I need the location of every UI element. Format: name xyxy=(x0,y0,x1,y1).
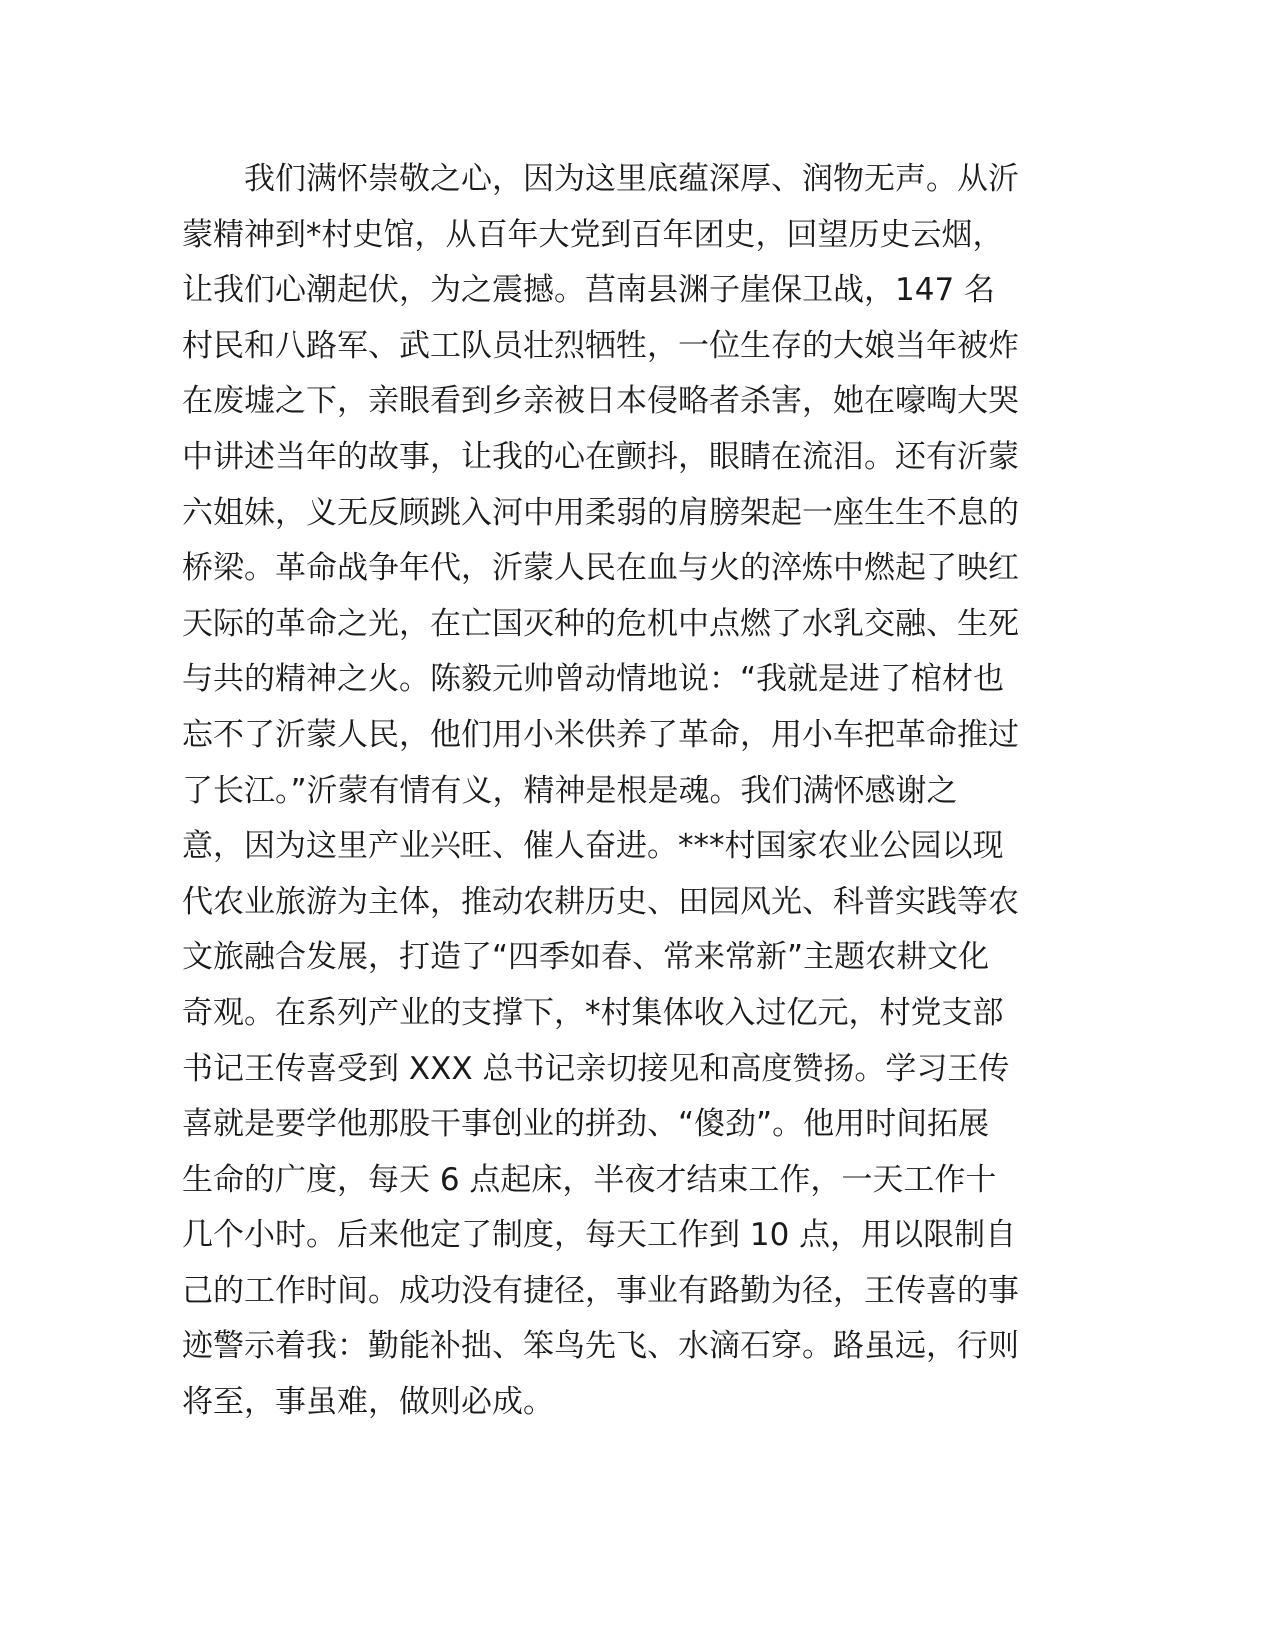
text-line: 将至，事虽难，做则必成。 xyxy=(182,1384,554,1421)
text-line: 文旅融合发展，打造了“四季如春、常来常新”主题农耕文化 xyxy=(182,939,990,976)
text-line: 奇观。在系列产业的支撑下，*村集体收入过亿元，村党支部 xyxy=(182,994,1004,1031)
text-line: 意，因为这里产业兴旺、催人奋进。***村国家农业公园以现 xyxy=(182,828,1004,865)
text-line: 生命的广度，每天 6 点起床，半夜才结束工作，一天工作十 xyxy=(182,1161,997,1198)
text-line: 村民和八路军、武工队员壮烈牺牲，一位生存的大娘当年被炸 xyxy=(182,327,1019,364)
text-line: 喜就是要学他那股干事创业的拼劲、“傻劲”。他用时间拓展 xyxy=(182,1106,990,1143)
text-line: 中讲述当年的故事，让我的心在颤抖，眼睛在流泪。还有沂蒙 xyxy=(182,438,1019,475)
text-line: 了长江。”沂蒙有情有义，精神是根是魂。我们满怀感谢之 xyxy=(182,772,958,809)
text-line: 与共的精神之火。陈毅元帅曾动情地说：“我就是进了棺材也 xyxy=(182,661,1005,698)
text-line: 几个小时。后来他定了制度，每天工作到 10 点，用以限制自 xyxy=(182,1217,1017,1254)
text-line: 迹警示着我：勤能补拙、笨鸟先飞、水滴石穿。路虽远，行则 xyxy=(182,1328,1019,1365)
text-line: 桥梁。革命战争年代，沂蒙人民在血与火的淬炼中燃起了映红 xyxy=(182,550,1019,587)
text-line: 我们满怀崇敬之心，因为这里底蕴深厚、润物无声。从沂 xyxy=(244,161,1019,197)
text-line: 蒙精神到*村史馆，从百年大党到百年团史，回望历史云烟， xyxy=(182,216,1004,253)
text-line: 代农业旅游为主体，推动农耕历史、田园风光、科普实践等农 xyxy=(182,883,1019,920)
text-line: 己的工作时间。成功没有捷径，事业有路勤为径，王传喜的事 xyxy=(182,1272,1019,1309)
text-line: 忘不了沂蒙人民，他们用小米供养了革命，用小车把革命推过 xyxy=(182,716,1019,753)
body-paragraph xyxy=(182,152,1042,1431)
text-line: 六姐妹，义无反顾跳入河中用柔弱的肩膀架起一座生生不息的 xyxy=(182,494,1019,531)
text-line: 在废墟之下，亲眼看到乡亲被日本侵略者杀害，她在嚎啕大哭 xyxy=(182,383,1019,420)
text-line: 书记王传喜受到 XXX 总书记亲切接见和高度赞扬。学习王传 xyxy=(182,1050,1010,1087)
text-line: 天际的革命之光，在亡国灭种的危机中点燃了水乳交融、生死 xyxy=(182,605,1019,642)
text-line: 让我们心潮起伏，为之震撼。莒南县渊子崖保卫战，147 名 xyxy=(182,272,996,309)
